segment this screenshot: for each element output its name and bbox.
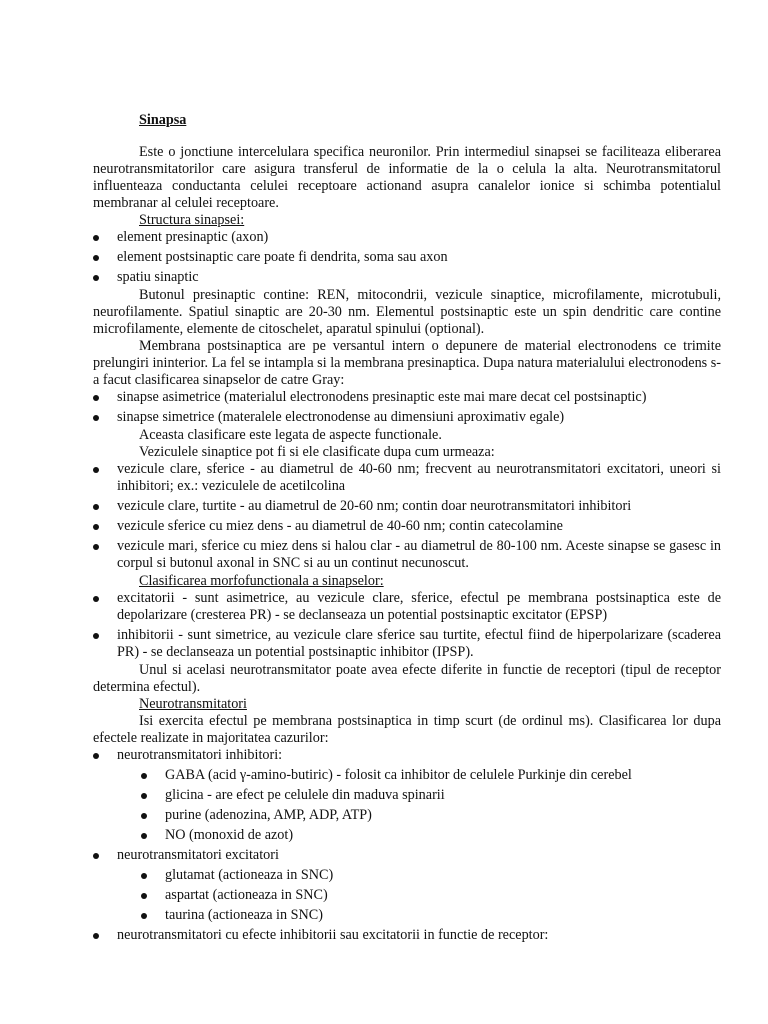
list-item: taurina (actioneaza in SNC) xyxy=(141,907,721,924)
excitatory-sublist xyxy=(117,867,721,924)
list-item: element presinaptic (axon) xyxy=(93,229,721,246)
list-item: NO (monoxid de azot) xyxy=(141,827,721,844)
vesicles-list xyxy=(93,461,721,572)
intro-paragraph: Este o jonctiune intercelulara specifica neuronilor. Prin intermediul sinapsei se faciliteaza eliberarea neurotransmitatorilor care asigura transferul de informatie de la o celula la alta. Neurotransmitatorul influenteaza conductanta celulei receptoare actionand asupra canalelor ionice si schimba potentialul membranar al celulei receptoare. xyxy=(93,144,721,211)
list-item: GABA (acid γ-amino-butiric) - folosit ca inhibitor de celulele Purkinje din cerebel xyxy=(141,767,721,784)
receptor-paragraph: Unul si acelasi neurotransmitator poate avea efecte diferite in functie de receptori (tipul de receptor determina efectul). xyxy=(93,662,721,695)
list-item: purine (adenozina, AMP, ADP, ATP) xyxy=(141,807,721,824)
list-item xyxy=(93,747,721,844)
list-item: glicina - are efect pe celulele din maduva spinarii xyxy=(141,787,721,804)
classification-note: Aceasta clasificare este legata de aspecte functionale. xyxy=(139,427,442,443)
morpho-list xyxy=(93,590,721,661)
neurotransmitters-paragraph: Isi exercita efectul pe membrana postsinaptica in timp scurt (de ordinul ms). Clasificarea lor dupa efectele realizate in majoritatea cazurilor: xyxy=(93,713,721,746)
list-item: excitatorii - sunt asimetrice, au vezicule clare, sferice, efectul pe membrana postsinaptica este de depolarizare (cresterea PR) - se declanseaza un potential postsinaptic excitator (EPSP) xyxy=(93,590,721,624)
structure-heading: Structura sinapsei: xyxy=(139,212,245,228)
neurotransmitters-heading: Neurotransmitatori xyxy=(139,696,247,712)
structure-list xyxy=(93,229,721,286)
page-title: Sinapsa xyxy=(139,112,187,128)
inhibitory-label: neurotransmitatori inhibitori: xyxy=(117,747,283,763)
list-item: inhibitorii - sunt simetrice, au vezicule clare sferice sau turtite, efectul fiind de hiperpolarizare (scaderea PR) - se declanseaza un potential postsinaptic inhibitor (IPSP). xyxy=(93,627,721,661)
list-item: vezicule clare, sferice - au diametrul de 40-60 nm; frecvent au neurotransmitatori excitatori, uneori si inhibitori; ex.: veziculele de acetilcolina xyxy=(93,461,721,495)
list-item: spatiu sinaptic xyxy=(93,269,721,286)
list-item xyxy=(93,847,721,924)
neurotransmitters-list xyxy=(93,747,721,944)
list-item: neurotransmitatori cu efecte inhibitorii sau excitatorii in functie de receptor: xyxy=(93,927,721,944)
list-item: vezicule clare, turtite - au diametrul de 20-60 nm; contin doar neurotransmitatori inhibitori xyxy=(93,498,721,515)
list-item: sinapse asimetrice (materialul electronodens presinaptic este mai mare decat cel postsinaptic) xyxy=(93,389,721,406)
inhibitory-sublist xyxy=(117,767,721,844)
morpho-heading: Clasificarea morfofunctionala a sinapselor: xyxy=(139,573,384,589)
list-item: aspartat (actioneaza in SNC) xyxy=(141,887,721,904)
document-body xyxy=(93,112,721,947)
list-item: vezicule mari, sferice cu miez dens si halou clar - au diametrul de 80-100 nm. Aceste sinapse se gasesc in corpul si butonul axonal in SNC si au un continut necunoscut. xyxy=(93,538,721,572)
list-item: sinapse simetrice (materalele electronodense au dimensiuni aproximativ egale) xyxy=(93,409,721,426)
list-item: vezicule sferice cu miez dens - au diametrul de 40-60 nm; contin catecolamine xyxy=(93,518,721,535)
excitatory-label: neurotransmitatori excitatori xyxy=(117,847,279,863)
list-item: glutamat (actioneaza in SNC) xyxy=(141,867,721,884)
list-item: element postsinaptic care poate fi dendrita, soma sau axon xyxy=(93,249,721,266)
gray-classification-list xyxy=(93,389,721,426)
membrane-paragraph: Membrana postsinaptica are pe versantul intern o depunere de material electronodens ce trimite prelungiri ininterior. La fel se intampla si la membrana presinaptica. Dupa natura materialului electronodens s-a facut clasificarea sinapselor de catre Gray: xyxy=(93,338,721,388)
vesicles-intro: Veziculele sinaptice pot fi si ele clasificate dupa cum urmeaza: xyxy=(139,444,495,460)
presynaptic-paragraph: Butonul presinaptic contine: REN, mitocondrii, vezicule sinaptice, microfilamente, microtubuli, neurofilamente. Spatiul sinaptic are 20-30 nm. Elementul postsinaptic este un spin dendritic care contine microfilamente, elemente de citoschelet, aparatul spinului (optional). xyxy=(93,287,721,337)
